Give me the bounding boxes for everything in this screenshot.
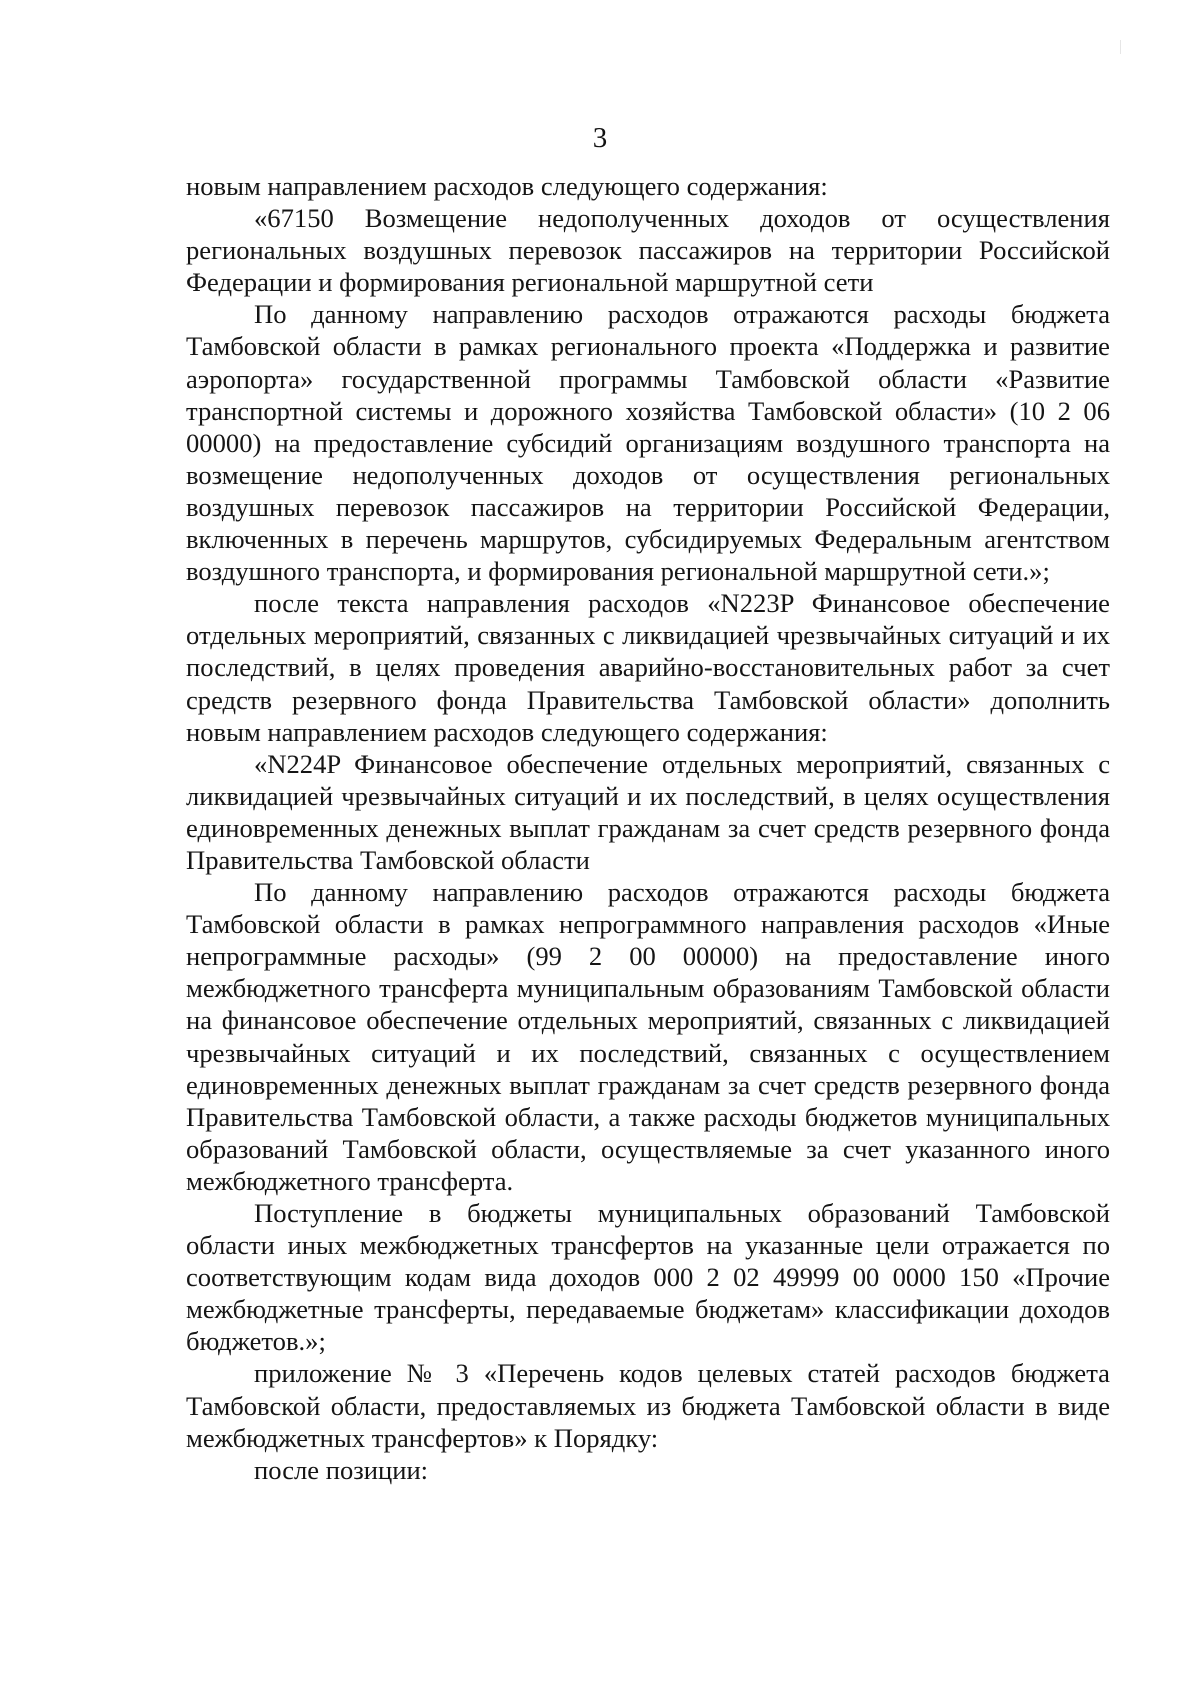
paragraph-n224p-description: По данному направлению расходов отражаются расходы бюджета Тамбовской области в рамках непрограммного направления расходов «Иные непрограммные расходы» (99 2 00 00000) на предоставление иного межбюджетного трансферта муниципальным образованиям Тамбовской области на финансовое обеспечение отдельных мероприятий, связанных с ликвидацией чрезвычайных ситуаций и их последствий, связанных с осуществлением единовременных денежных выплат гражданам за счет средств резервного фонда Правительства Тамбовской области, а также расходы бюджетов муниципальных образований Тамбовской области, осуществляемые за счет указанного иного межбюджетного трансферта. — [186, 877, 1110, 1196]
paragraph-appendix-3: приложение № 3 «Перечень кодов целевых статей расходов бюджета Тамбовской области, предоставляемых из бюджета Тамбовской области в виде межбюджетных трансфертов» к Порядку: — [186, 1358, 1110, 1453]
paragraph-code-67150: «67150 Возмещение недополученных доходов от осуществления региональных воздушных перевозок пассажиров на территории Российской Федерации и формирования региональной маршрутной сети — [186, 203, 1110, 298]
document-body — [186, 170, 1110, 1486]
paragraph-67150-description: По данному направлению расходов отражаются расходы бюджета Тамбовской области в рамках регионального проекта «Поддержка и развитие аэропорта» государственной программы Тамбовской области «Развитие транспортной системы и дорожного хозяйства Тамбовской области» (10 2 06 00000) на предоставление субсидий организациям воздушного транспорта на возмещение недополученных доходов от осуществления региональных воздушных перевозок пассажиров на территории Российской Федерации, включенных в перечень маршрутов, субсидируемых Федеральным агентством воздушного транспорта, и формирования региональной маршрутной сети.»; — [186, 299, 1110, 587]
page-number: 3 — [592, 122, 608, 154]
paragraph-after-position: после позиции: — [254, 1454, 429, 1485]
paragraph-revenue-receipt: Поступление в бюджеты муниципальных образований Тамбовской области иных межбюджетных трансфертов на указанные цели отражается по соответствующим кодам вида доходов 000 2 02 49999 00 0000 150 «Прочие межбюджетные трансферты, передаваемые бюджетам» классификации доходов бюджетов.»; — [186, 1198, 1110, 1357]
paragraph-after-n223p: после текста направления расходов «N223P Финансовое обеспечение отдельных мероприятий, связанных с ликвидацией чрезвычайных ситуаций и их последствий, в целях проведения аварийно-восстановительных работ за счет средств резервного фонда Правительства Тамбовской области» дополнить новым направлением расходов следующего содержания: — [186, 588, 1110, 747]
scan-mark — [1120, 40, 1121, 54]
paragraph-continuation: новым направлением расходов следующего содержания: — [186, 171, 828, 201]
paragraph-code-n224p: «N224P Финансовое обеспечение отдельных мероприятий, связанных с ликвидацией чрезвычайных ситуаций и их последствий, в целях осуществления единовременных денежных выплат гражданам за счет средств резервного фонда Правительства Тамбовской области — [186, 748, 1110, 875]
